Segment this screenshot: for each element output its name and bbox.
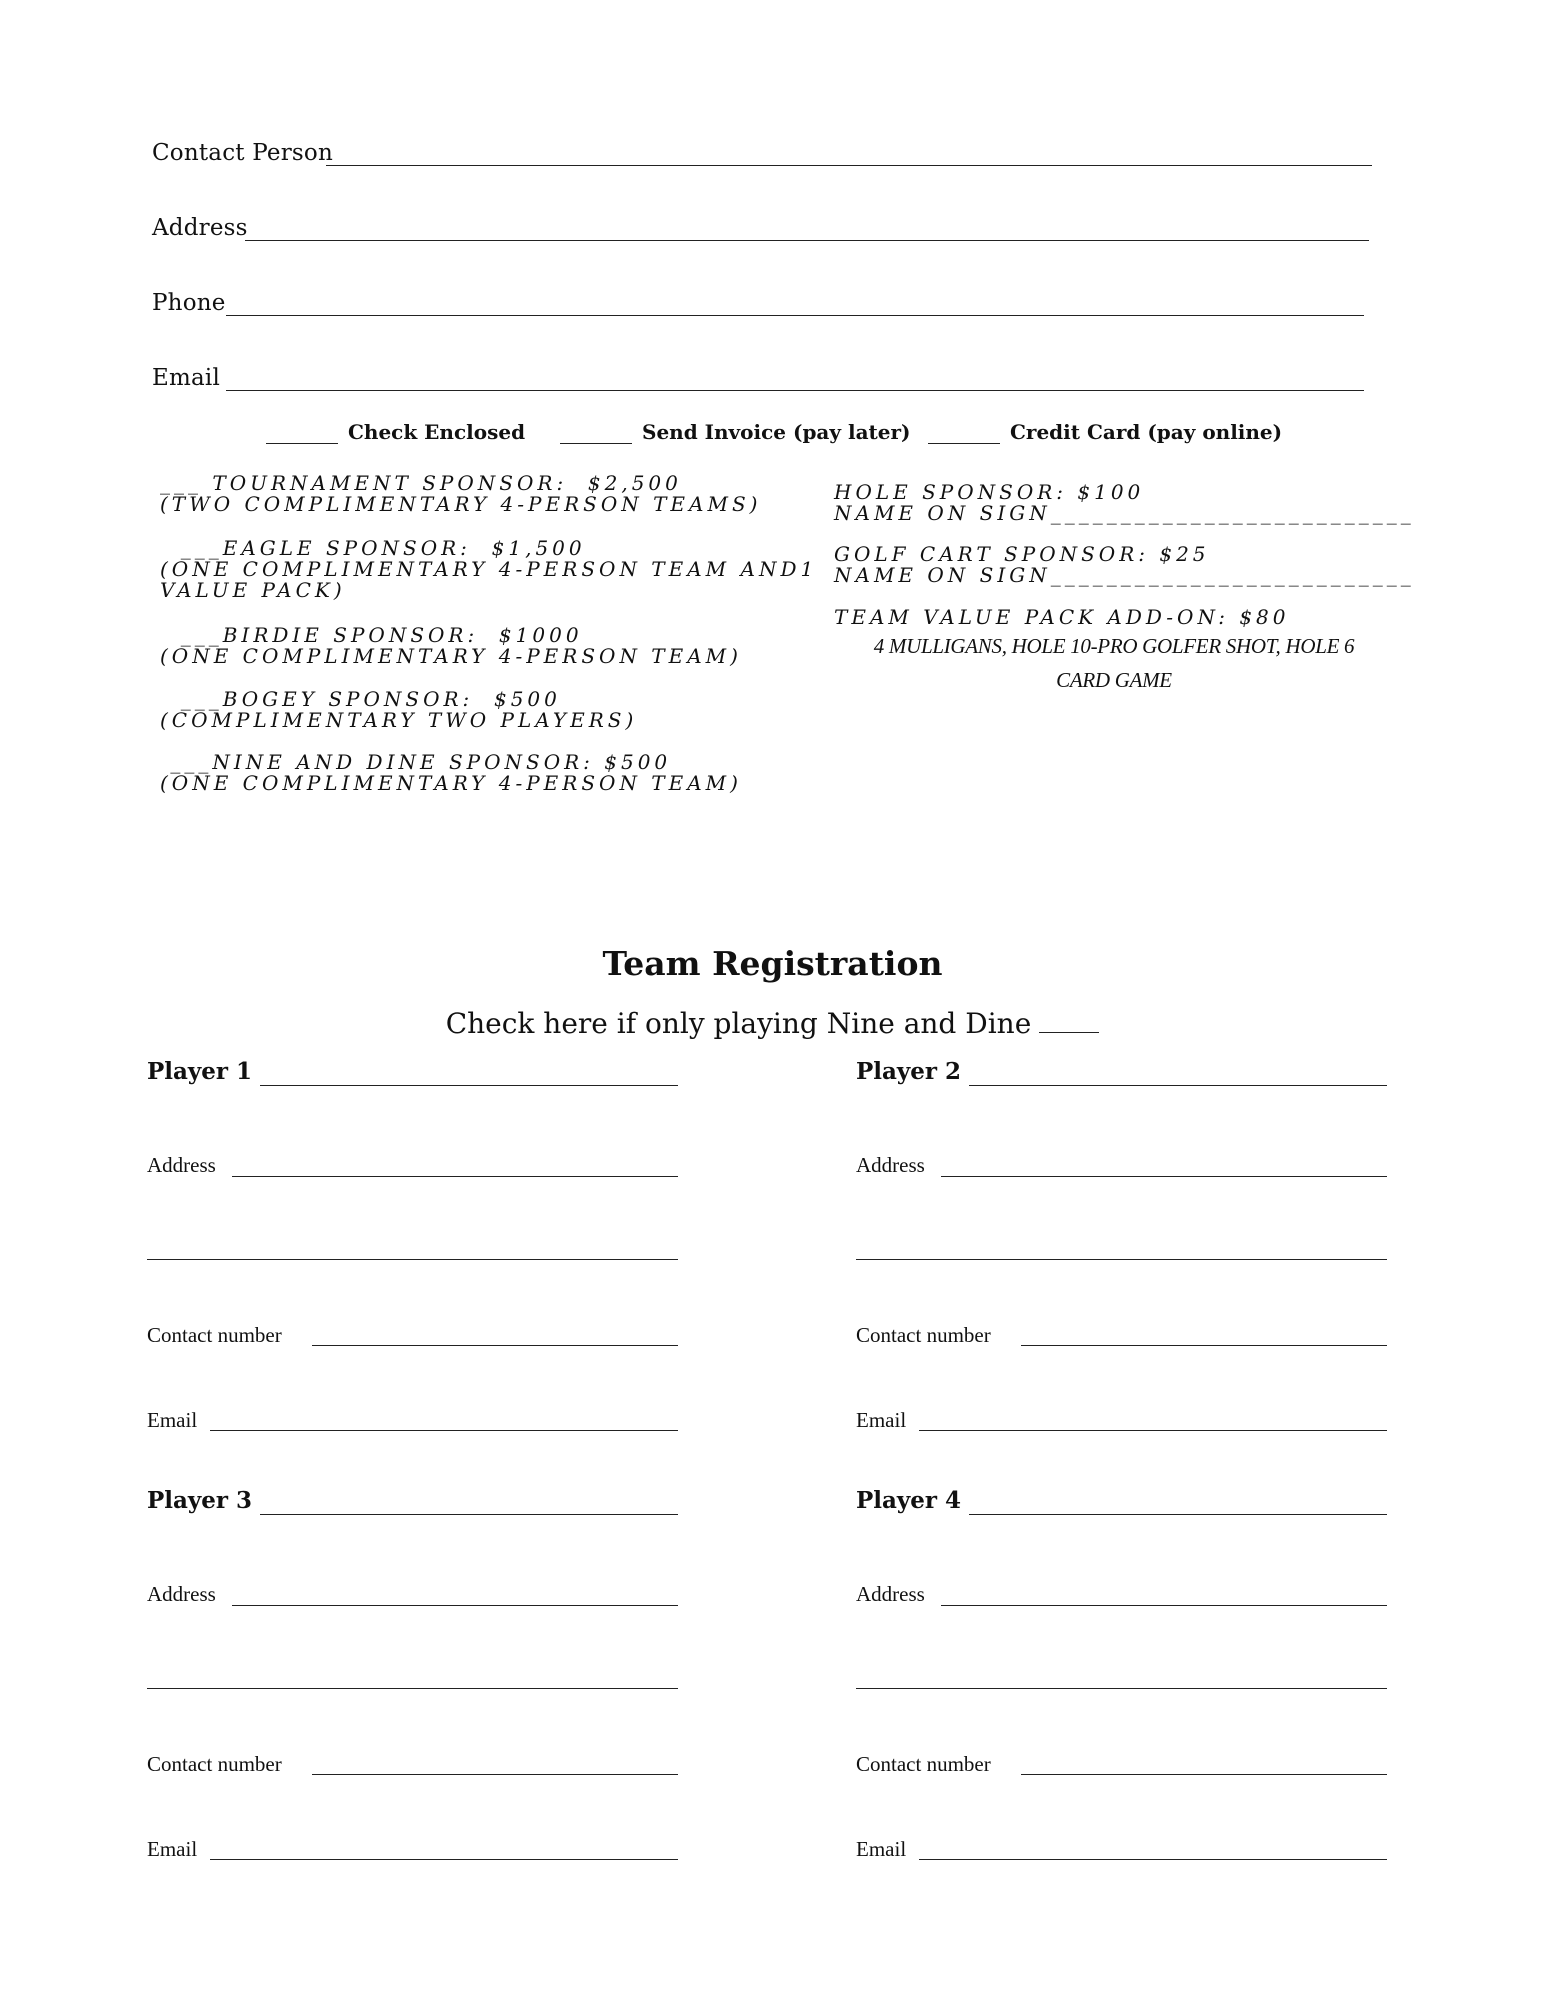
phone-label: Phone (152, 290, 226, 316)
player-3-contact-field[interactable] (312, 1774, 678, 1775)
credit-blank[interactable] (928, 425, 1000, 444)
tournament-sponsor-line[interactable]: ___ TOURNAMENT SPONSOR: $2,500 (160, 471, 682, 495)
player-1-email-label: Email (147, 1408, 198, 1432)
eagle-sponsor-detail-2: VALUE PACK) (160, 578, 346, 602)
bogey-sponsor-line[interactable]: ___BOGEY SPONSOR: $500 (160, 687, 561, 711)
player-1-contact-label: Contact number (147, 1323, 282, 1347)
nine-dine-label: Check here if only playing Nine and Dine (445, 1007, 1032, 1040)
bogey-sponsor-detail: (COMPLIMENTARY TWO PLAYERS) (160, 708, 638, 732)
birdie-sponsor-detail: (ONE COMPLIMENTARY 4-PERSON TEAM) (160, 644, 742, 668)
contact-person-field[interactable] (326, 165, 1372, 166)
eagle-sponsor-detail: (ONE COMPLIMENTARY 4-PERSON TEAM AND1 (160, 557, 818, 581)
address-label: Address (152, 215, 248, 241)
player-1-address-label: Address (147, 1153, 216, 1177)
player-2-name-field[interactable] (969, 1085, 1387, 1086)
player-1-label: Player 1 (147, 1058, 253, 1085)
payment-check-label: Check Enclosed (348, 420, 526, 444)
payment-invoice-option[interactable] (560, 420, 911, 444)
player-2-address-field-2[interactable] (856, 1259, 1387, 1260)
player-2-contact-field[interactable] (1021, 1345, 1387, 1346)
player-4-email-field[interactable] (919, 1859, 1387, 1860)
email-label: Email (152, 365, 221, 391)
cart-sponsor-line: GOLF CART SPONSOR: $25 (834, 542, 1210, 566)
player-4-email-label: Email (856, 1837, 907, 1861)
player-2-label: Player 2 (856, 1058, 962, 1085)
nine-dine-blank[interactable] (1039, 1008, 1099, 1033)
cart-sponsor-name-field[interactable]: NAME ON SIGN__________________________ (834, 563, 1415, 587)
player-3-address-field[interactable] (232, 1605, 678, 1606)
player-1-address-field[interactable] (232, 1176, 678, 1177)
player-3-contact-label: Contact number (147, 1752, 282, 1776)
player-4-contact-label: Contact number (856, 1752, 991, 1776)
player-1-contact-field[interactable] (312, 1345, 678, 1346)
player-3-email-label: Email (147, 1837, 198, 1861)
player-2-email-field[interactable] (919, 1430, 1387, 1431)
payment-credit-option[interactable] (928, 420, 1282, 444)
player-3-address-field-2[interactable] (147, 1688, 678, 1689)
eagle-sponsor-line[interactable]: ___EAGLE SPONSOR: $1,500 (160, 536, 586, 560)
payment-check-option[interactable] (266, 420, 525, 444)
nine-dine-sponsor-detail: (ONE COMPLIMENTARY 4-PERSON TEAM) (160, 771, 742, 795)
player-4-name-field[interactable] (969, 1514, 1387, 1515)
player-2-address-field[interactable] (941, 1176, 1387, 1177)
payment-credit-label: Credit Card (pay online) (1010, 420, 1283, 444)
hole-sponsor-line: HOLE SPONSOR: $100 (834, 480, 1145, 504)
player-3-address-label: Address (147, 1582, 216, 1606)
nine-dine-sponsor-line[interactable]: ___NINE AND DINE SPONSOR: $500 (160, 750, 672, 774)
player-3-name-field[interactable] (260, 1514, 678, 1515)
player-4-address-field[interactable] (941, 1605, 1387, 1606)
player-4-contact-field[interactable] (1021, 1774, 1387, 1775)
player-2-contact-label: Contact number (856, 1323, 991, 1347)
player-2-email-label: Email (856, 1408, 907, 1432)
team-registration-title: Team Registration (602, 944, 943, 983)
player-2-address-label: Address (856, 1153, 925, 1177)
nine-dine-check[interactable] (0, 1007, 1545, 1040)
phone-field[interactable] (226, 315, 1364, 316)
player-3-email-field[interactable] (210, 1859, 678, 1860)
tournament-sponsor-detail: (TWO COMPLIMENTARY 4-PERSON TEAMS) (160, 492, 762, 516)
value-pack-line: TEAM VALUE PACK ADD-ON: $80 (834, 605, 1290, 629)
address-field[interactable] (245, 240, 1369, 241)
player-1-address-field-2[interactable] (147, 1259, 678, 1260)
player-4-address-field-2[interactable] (856, 1688, 1387, 1689)
hole-sponsor-name-field[interactable]: NAME ON SIGN__________________________ (834, 501, 1415, 525)
payment-invoice-label: Send Invoice (pay later) (642, 420, 911, 444)
birdie-sponsor-line[interactable]: ___BIRDIE SPONSOR: $1000 (160, 623, 583, 647)
player-4-address-label: Address (856, 1582, 925, 1606)
check-blank[interactable] (266, 425, 338, 444)
value-pack-detail-2: CARD GAME (1056, 668, 1172, 692)
contact-person-label: Contact Person (152, 140, 333, 166)
player-3-label: Player 3 (147, 1487, 253, 1514)
value-pack-detail: 4 MULLIGANS, HOLE 10-PRO GOLFER SHOT, HOLE 6 (873, 634, 1355, 658)
player-1-name-field[interactable] (260, 1085, 678, 1086)
player-4-label: Player 4 (856, 1487, 962, 1514)
email-field[interactable] (226, 390, 1364, 391)
invoice-blank[interactable] (560, 425, 632, 444)
player-1-email-field[interactable] (210, 1430, 678, 1431)
